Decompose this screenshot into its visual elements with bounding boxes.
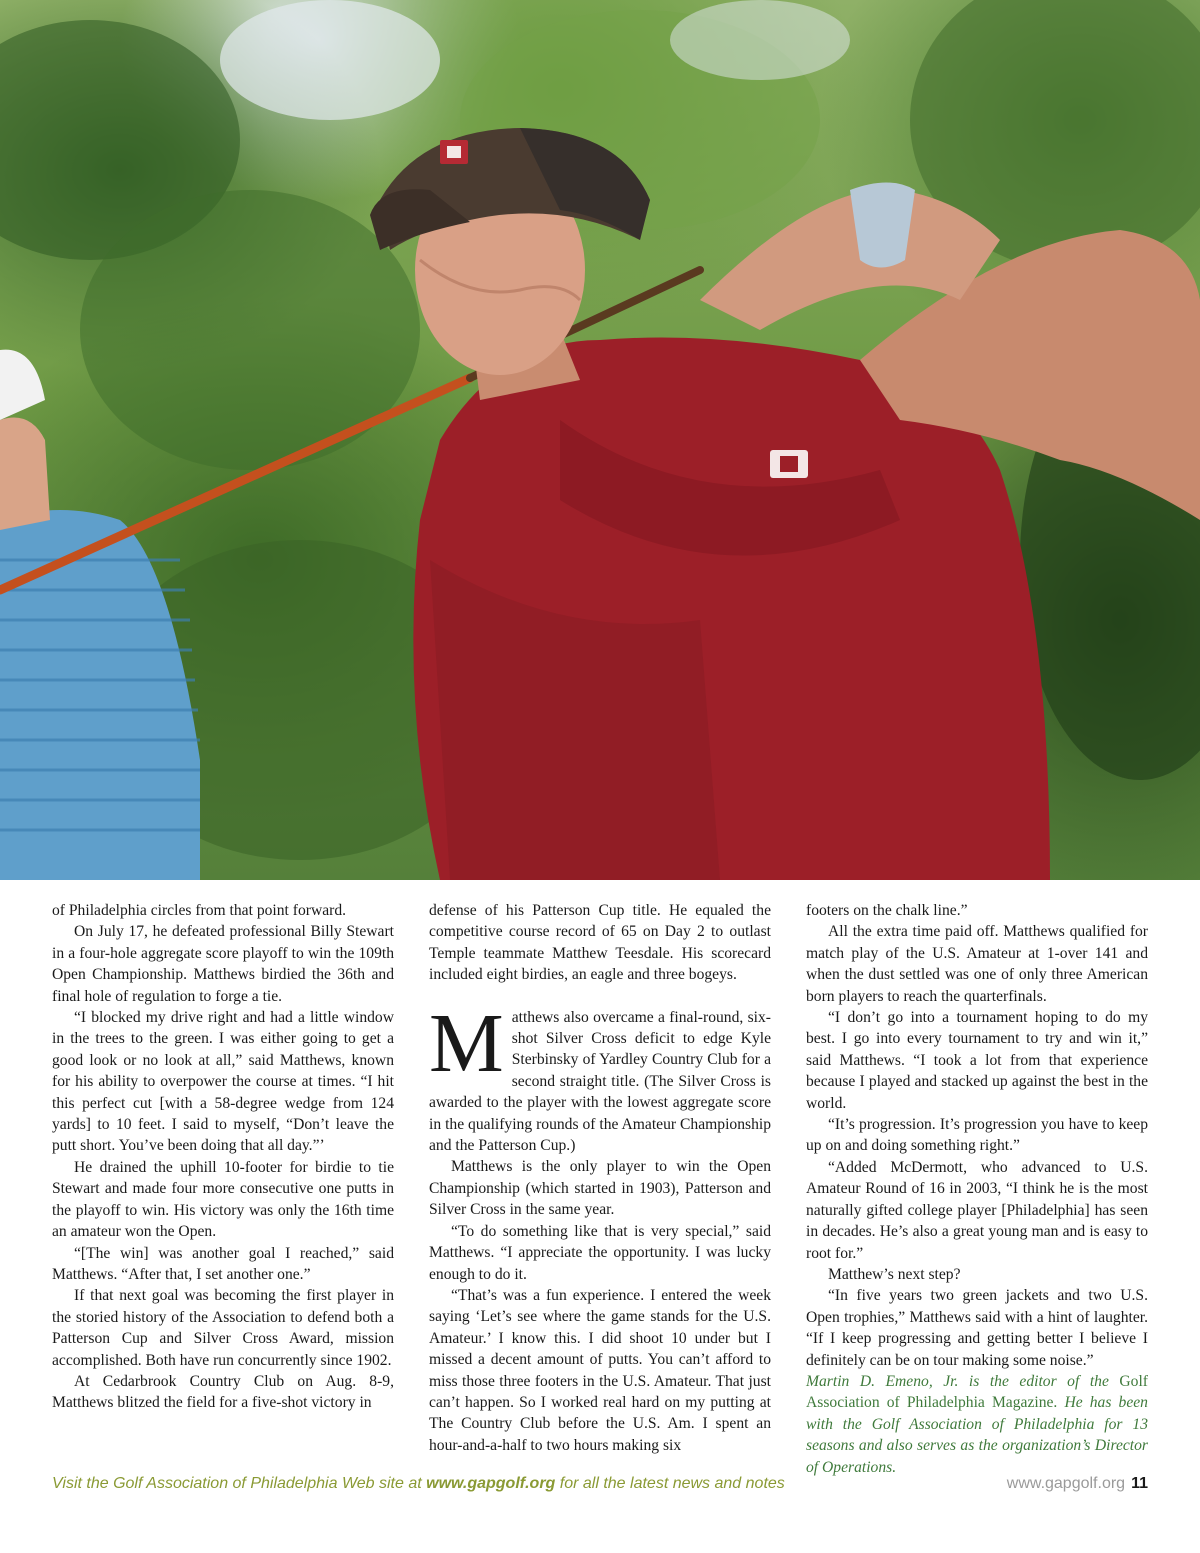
paragraph: Matthew’s next step?	[828, 1265, 961, 1283]
author-bio	[806, 1371, 1148, 1478]
publication-name: Golf Association of Philadelphia Magazine.	[806, 1372, 1148, 1412]
article-column-2	[429, 900, 771, 1456]
paragraph: footers on the chalk line.”	[806, 902, 968, 919]
article-column-1	[52, 900, 394, 1414]
footer-promo	[52, 1475, 785, 1493]
paragraph: If that next goal was becoming the first player in the storied history of the Association to defend both a Patterson Cup and Silver Cross Award, mission accomplished. Both have run concurrently since 1902.	[52, 1287, 394, 1369]
drop-cap: M	[429, 996, 504, 1090]
footer-text: for all the latest news and notes	[555, 1475, 785, 1492]
paragraph: “It’s progression. It’s progression you have to keep up on and doing something right.”	[806, 1116, 1148, 1155]
paragraph: Matthews is the only player to win the Open Championship (which started in 1903), Patterson and Silver Cross in the same year.	[429, 1158, 771, 1219]
footer-text: Visit the Golf Association of Philadelphia Web site at	[52, 1475, 427, 1492]
paragraph: He drained the uphill 10-footer for birdie to tie Stewart and made four more consecutive one putts in the playoff to win. His victory was only the 16th time an amateur won the Open.	[52, 1158, 394, 1241]
paragraph: “I don’t go into a tournament hoping to do my best. I go into every tournament to try and win it,” said Matthews. “I took a lot from that experience because I played and stacked up against the best in the world.	[806, 1009, 1148, 1112]
footer-page-info	[1007, 1475, 1148, 1493]
bio-text: He has been with the Golf Association of Philadelphia for 13 seasons and also serves as the organization’s Director of Operations.	[806, 1394, 1148, 1476]
paragraph: defense of his Patterson Cup title. He equaled the competitive course record of 65 on Day 2 to outlast Temple teammate Matthew Teesdale. His scorecard included eight birdies, an eagle and three bogeys.	[429, 902, 771, 984]
page-number: 11	[1131, 1475, 1148, 1492]
paragraph: “In five years two green jackets and two U.S. Open trophies,” Matthews said with a hint of laughter. “If I keep progressing and getting better I believe I definitely can be on tour making some noise.”	[806, 1287, 1148, 1369]
paragraph: “[The win] was another goal I reached,” said Matthews. “After that, I set another one.”	[52, 1244, 394, 1283]
paragraph: At Cedarbrook Country Club on Aug. 8-9, Matthews blitzed the field for a five-shot victory in	[52, 1372, 394, 1412]
footer-site: www.gapgolf.org	[1006, 1475, 1126, 1492]
paragraph: of Philadelphia circles from that point forward.	[52, 902, 347, 919]
paragraph: “Added McDermott, who advanced to U.S. Amateur Round of 16 in 2003, “I think he is the most naturally gifted college player [Philadelphia] has seen in decades. He’s also a great young man and is easy to root for.”	[806, 1158, 1148, 1262]
section-lead-paragraph	[429, 996, 771, 1157]
paragraph: “That’s was a fun experience. I entered the week saying ‘Let’s see where the game stands for the U.S. Amateur.’ I know this. I did shoot 10 under but I missed a decent amount of putts. You can’t afford to miss those three footers in the U.S. Amateur. That just can’t happen. So I worked real hard on my putting at The Country Club before the U.S. Am. I spent an hour-and-a-half to two hours making six	[429, 1286, 771, 1454]
paragraph: On July 17, he defeated professional Billy Stewart in a four-hole aggregate score playoff to win the 109th Open Championship. Matthews birdied the 36th and final hole of regulation to forge a tie.	[52, 923, 394, 1005]
article-column-3	[806, 900, 1148, 1478]
lead-text: atthews also overcame a final-round, six-shot Silver Cross deficit to edge Kyle Sterbinsky of Yardley Country Club for a second straight title. (The Silver Cross is awarded to the player with the lowest aggregate score in the qualifying rounds of the Amateur Championship and the Patterson Cup.)	[429, 1008, 771, 1155]
footer-url-link[interactable]: www.gapgolf.org	[426, 1475, 556, 1492]
paragraph: “I blocked my drive right and had a little window in the trees to the green. I was either going to get a good look or no look at all,” said Matthews, known for his ability to overpower the course at times. “I hit this perfect cut [with a 58-degree wedge from 124 yards] to 10 feet. I said to myself, “Don’t leave the putt short. You’ve been doing that all day.”’	[52, 1009, 394, 1155]
paragraph: All the extra time paid off. Matthews qualified for match play of the U.S. Amateur at 1-over 141 and when the dust settled was one of only three American born players to reach the quarterfinals.	[806, 923, 1148, 1005]
paragraph: “To do something like that is very special,” said Matthews. “I appreciate the opportunity. I was lucky enough to do it.	[429, 1222, 771, 1283]
bio-text: Martin D. Emeno, Jr. is the editor of the	[806, 1372, 1120, 1390]
